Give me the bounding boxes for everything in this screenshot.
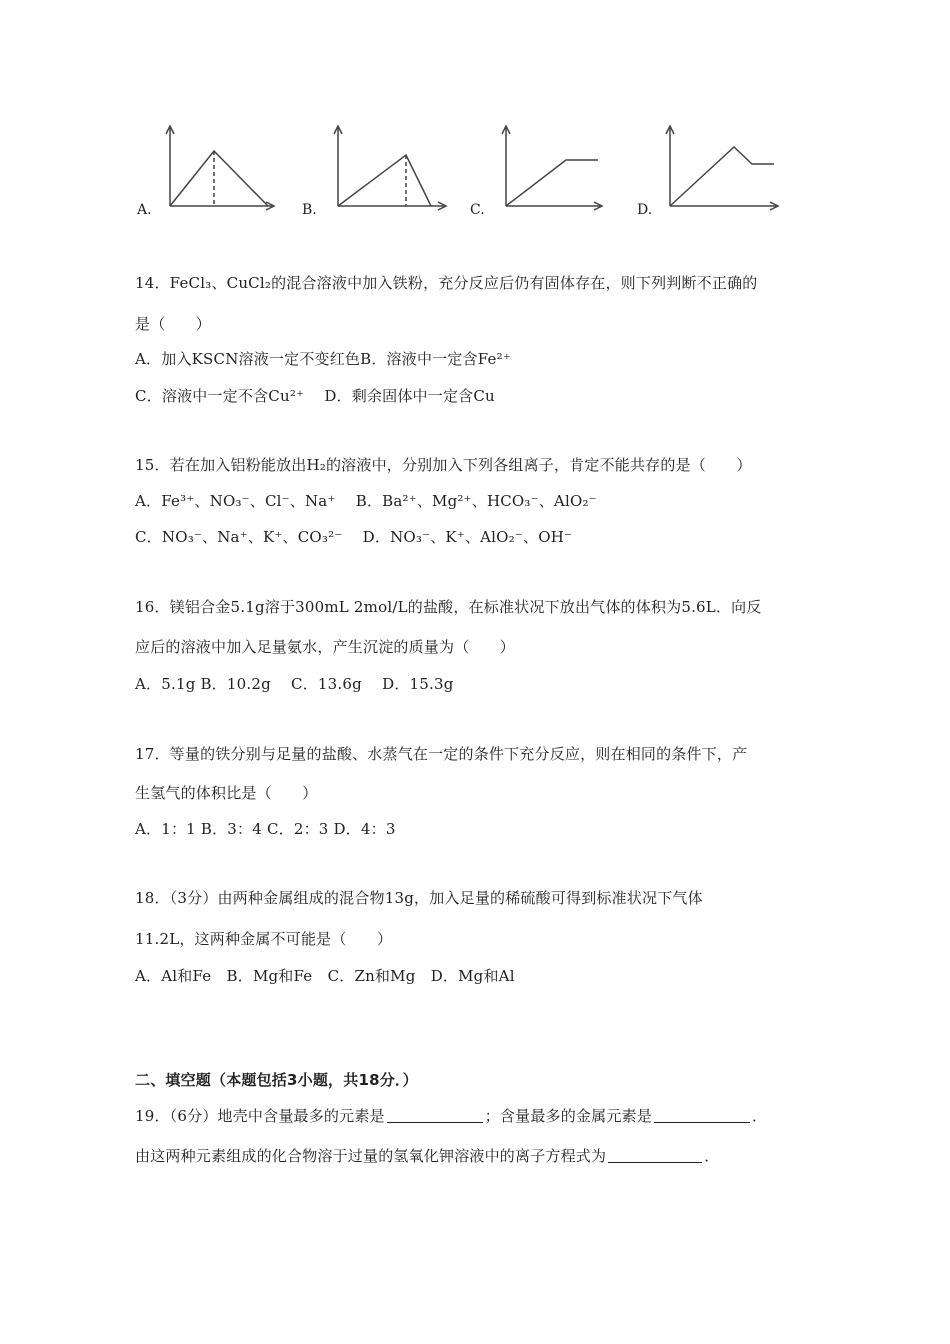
q17-stem-line2: 生氢气的体积比是（ ） — [135, 784, 318, 802]
q19-line2-text: 由这两种元素组成的化合物溶于过量的氢氧化钾溶液中的离子方程式为 — [135, 1147, 607, 1165]
graph-b — [326, 118, 451, 213]
q14-options-row2 — [135, 385, 495, 406]
q15-options-row2 — [135, 526, 572, 547]
q18-stem-line2: 11.2L，这两种金属不可能是（ ） — [135, 930, 393, 948]
q15-option-a: A．Fe³⁺、NO₃⁻、Cl⁻、Na⁺ — [135, 492, 336, 510]
q19-line1 — [135, 1105, 767, 1126]
q19-blank-3[interactable] — [608, 1148, 702, 1163]
q19-line2-end: ． — [704, 1147, 720, 1165]
q15-option-b: B．Ba²⁺、Mg²⁺、HCO₃⁻、AlO₂⁻ — [355, 492, 597, 510]
q14-option-b: B．溶液中一定含Fe²⁺ — [360, 350, 511, 368]
q16-options: A．5.1g B．10.2g C．13.6g D．15.3g — [135, 675, 454, 693]
q14-option-d: D．剩余固体中一定含Cu — [324, 387, 495, 405]
section-2-title: 二、填空题（本题包括3小题，共18分．） — [135, 1071, 418, 1089]
graph-options-row — [0, 118, 950, 228]
q17-stem-line1: 17．等量的铁分别与足量的盐酸、水蒸气在一定的条件下充分反应，则在相同的条件下，产 — [135, 745, 748, 763]
q19-text-part1: 19．（6分）地壳中含量最多的元素是 — [135, 1107, 385, 1125]
graph-c — [494, 118, 604, 213]
q14-option-a: A．加入KSCN溶液一定不变红色 — [135, 350, 361, 368]
q19-text-part3: ． — [751, 1107, 768, 1125]
q17-options: A．1：1 B．3：4 C．2：3 D．4：3 — [135, 820, 396, 838]
q18-options: A．Al和Fe B．Mg和Fe C．Zn和Mg D．Mg和Al — [135, 967, 515, 985]
q14-options-row1 — [135, 348, 511, 369]
q16-stem-line1: 16．镁铝合金5.1g溶于300mL 2mol/L的盐酸，在标准状况下放出气体的体积为5.6L．向反 — [135, 598, 762, 616]
q14-stem-line1: 14．FeCl₃、CuCl₂的混合溶液中加入铁粉，充分反应后仍有固体存在，则下列判断不正确的 — [135, 274, 758, 292]
q19-text-part2: ；含量最多的金属元素是 — [484, 1107, 652, 1125]
q15-option-d: D．NO₃⁻、K⁺、AlO₂⁻、OH⁻ — [362, 528, 573, 546]
graph-c-label: C. — [470, 202, 485, 218]
q18-stem-line1: 18．（3分）由两种金属组成的混合物13g，加入足量的稀硫酸可得到标准状况下气体 — [135, 889, 703, 907]
q19-blank-2[interactable] — [654, 1108, 750, 1123]
q15-option-c: C．NO₃⁻、Na⁺、K⁺、CO₃²⁻ — [135, 528, 343, 546]
graph-a-label: A. — [137, 202, 152, 218]
q19-line2 — [135, 1145, 719, 1166]
q19-blank-1[interactable] — [387, 1108, 483, 1123]
graph-a — [158, 118, 278, 213]
graph-d — [658, 118, 783, 213]
graph-d-label: D. — [637, 202, 653, 218]
q14-option-c: C．溶液中一定不含Cu²⁺ — [135, 387, 305, 405]
q14-stem-line2: 是（ ） — [135, 315, 212, 333]
q15-stem: 15．若在加入铝粉能放出H₂的溶液中，分别加入下列各组离子，肯定不能共存的是（ ） — [135, 456, 752, 474]
graph-b-label: B. — [302, 202, 317, 218]
q15-options-row1 — [135, 490, 597, 511]
q16-stem-line2: 应后的溶液中加入足量氨水，产生沉淀的质量为（ ） — [135, 638, 516, 656]
